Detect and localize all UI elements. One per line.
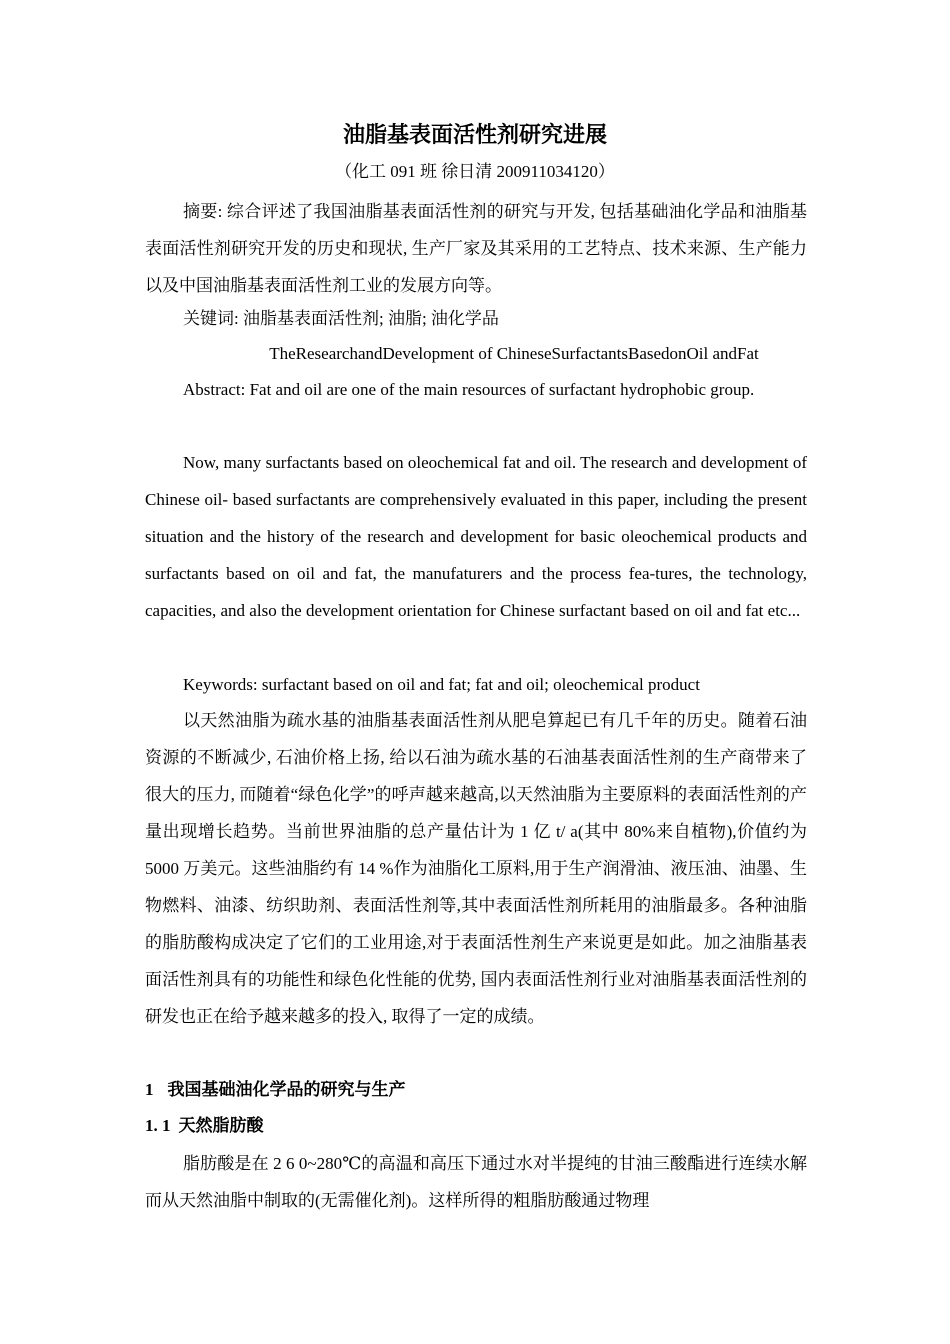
intro-paragraph: 以天然油脂为疏水基的油脂基表面活性剂从肥皂算起已有几千年的历史。随着石油资源的不断减少, 石油价格上扬, 给以石油为疏水基的石油基表面活性剂的生产商带来了很大的压力, 而随着“绿色化学”的呼声越来越高,以天然油脂为主要原料的表面活性剂的产量出现增长趋势。当前世界油脂的总产量估计为 1 亿 t/ a(其中 80%来自植物),价值约为 5000 万美元。这些油脂约有 14 %作为油脂化工原料,用于生产润滑油、液压油、油墨、生物燃料、油漆、纺织助剂、表面活性剂等,其中表面活性剂所耗用的油脂最多。各种油脂的脂肪酸构成决定了它们的工业用途,对于表面活性剂生产来说更是如此。加之油脂基表面活性剂具有的功能性和绿色化性能的优势, 国内表面活性剂行业对油脂基表面活性剂的研发也正在给予越来越多的投入, 取得了一定的成绩。: [145, 711, 807, 1026]
section-1-1-title: 天然脂肪酸: [178, 1116, 264, 1136]
abstract-cn: 摘要: 综合评述了我国油脂基表面活性剂的研究与开发, 包括基础油化学品和油脂基表面活性剂研究开发的历史和现状, 生产厂家及其采用的工艺特点、技术来源、生产能力以及中国油脂基表面活性剂工业的发展方向等。: [145, 202, 807, 295]
author-line: （化工 091 班 徐日清 200911034120）: [335, 162, 615, 181]
abstract-en-second: Now, many surfactants based on oleochemical fat and oil. The research and development of Chinese oil- based surfactants are comprehensively evaluated in this paper, including the present situation and the history of the research and development for basic oleochemical products and surfactants based on oil and fat, the manufaturers and the process fea-tures, the technology, capacities, and also the development orientation for Chinese surfactant based on oil and fat etc...: [145, 453, 807, 620]
section-1-1-paragraph: 脂肪酸是在 2 6 0~280℃的高温和高压下通过水对半提纯的甘油三酸酯进行连续水解而从天然油脂中制取的(无需催化剂)。这样所得的粗脂肪酸通过物理: [145, 1154, 807, 1210]
paper-title: 油脂基表面活性剂研究进展: [342, 123, 607, 148]
keywords-cn: 关键词: 油脂基表面活性剂; 油脂; 油化学品: [183, 309, 499, 328]
section-1-title: 我国基础油化学品的研究与生产: [167, 1080, 406, 1100]
section-1-number: 1: [145, 1080, 154, 1099]
section-1-1-number: 1. 1: [145, 1116, 171, 1135]
keywords-en: Keywords: surfactant based on oil and fat; fat and oil; oleochemical product: [183, 675, 700, 694]
section-1-1-heading: [145, 1108, 264, 1144]
abstract-en-first: Abstract: Fat and oil are one of the main resources of surfactant hydrophobic group.: [183, 380, 755, 399]
section-1-heading: [145, 1072, 406, 1108]
english-title: TheResearchandDevelopment of ChineseSurfactantsBasedonOil andFat: [269, 344, 759, 363]
